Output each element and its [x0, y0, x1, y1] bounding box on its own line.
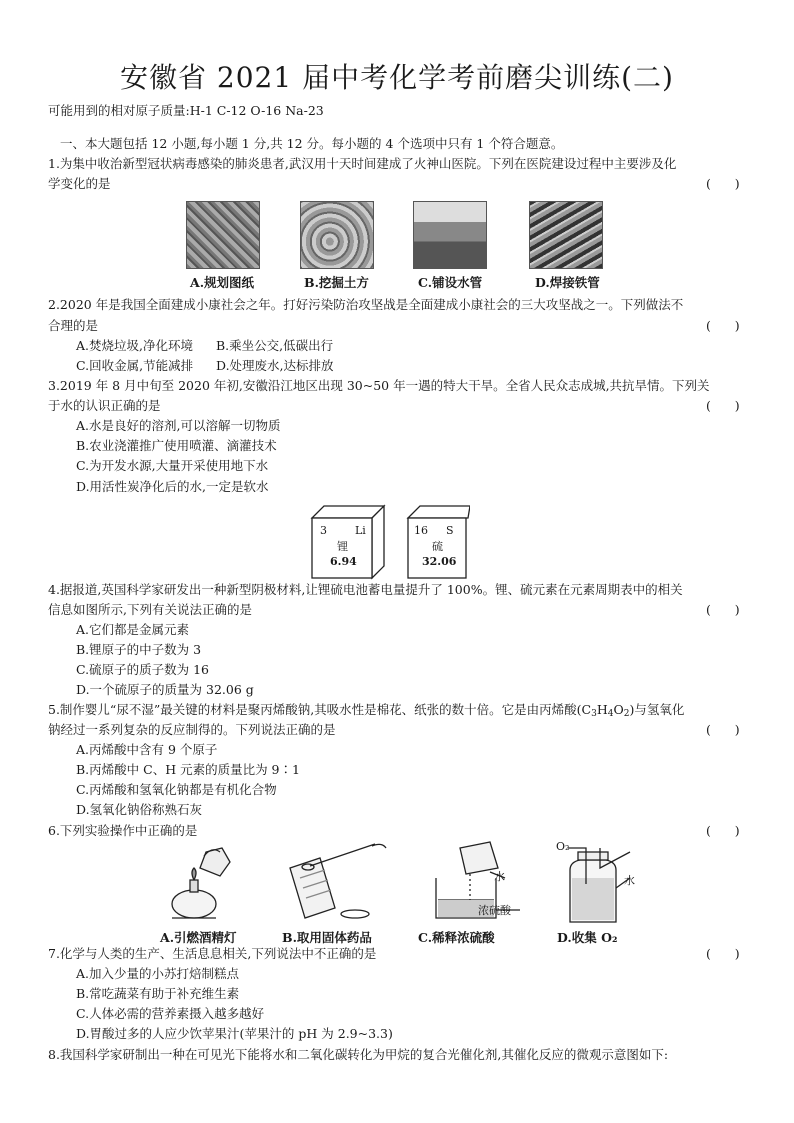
q1-caption-c: C.铺设水管	[418, 275, 483, 290]
q6-answer-paren: ( )	[706, 823, 740, 838]
q1-stem-2: 学变化的是	[48, 176, 111, 191]
q6-label-acid: 浓硫酸	[478, 904, 511, 917]
q4-option-a: A.它们都是金属元素	[76, 622, 190, 637]
q5-stem-1b: )与氢氧化	[629, 702, 685, 717]
q6-stem: 6.下列实验操作中正确的是	[48, 823, 198, 838]
q5-option-d: D.氢氧化钠俗称熟石灰	[76, 802, 203, 817]
q8-stem: 8.我国科学家研制出一种在可见光下能将水和二氧化碳转化为甲烷的复合光催化剂,其催化反应的微观示意图如下:	[48, 1047, 669, 1062]
alcohol-lamp-drawing	[172, 848, 230, 918]
q6-caption-d: D.收集 O₂	[557, 930, 618, 945]
q6-caption-a: A.引燃酒精灯	[160, 930, 237, 945]
q5-option-a: A.丙烯酸中含有 9 个原子	[76, 742, 218, 757]
q1-photo-a	[186, 201, 260, 269]
q7-option-b: B.常吃蔬菜有助于补充维生素	[76, 986, 240, 1001]
q5-formula-o: O	[613, 702, 624, 717]
q6-apparatus-figure	[160, 838, 760, 926]
q6-caption-c: C.稀释浓硫酸	[418, 930, 495, 945]
q1-stem-1: 1.为集中收治新型冠状病毒感染的肺炎患者,武汉用十天时间建成了火神山医院。下列在医院建设过程中主要涉及化	[48, 156, 677, 171]
q3-option-d: D.用活性炭净化后的水,一定是软水	[76, 479, 269, 494]
q1-photo-d	[529, 201, 603, 269]
q2-option-b: B.乘坐公交,低碳出行	[216, 338, 334, 353]
q2-stem-2: 合理的是	[48, 318, 99, 333]
q4-stem-2: 信息如图所示,下列有关说法正确的是	[48, 602, 252, 617]
q4-answer-paren: ( )	[706, 602, 740, 617]
element-cells-figure	[300, 500, 470, 580]
q3-option-a: A.水是良好的溶剂,可以溶解一切物质	[76, 418, 281, 433]
q5-option-c: C.丙烯酸和氢氧化钠都是有机化合物	[76, 782, 277, 797]
q2-option-c: C.回收金属,节能减排	[76, 358, 194, 373]
q7-option-a: A.加入少量的小苏打焙制糕点	[76, 966, 240, 981]
li-atomic-number: 3	[320, 524, 327, 537]
q2-option-d: D.处理废水,达标排放	[216, 358, 334, 373]
s-symbol: S	[446, 524, 454, 537]
q7-answer-paren: ( )	[706, 946, 740, 961]
q5-formula-o-count: 2	[623, 709, 630, 719]
q5-formula-c-count: 3	[591, 709, 597, 719]
q1-photo-c	[413, 201, 487, 269]
q3-answer-paren: ( )	[706, 398, 740, 413]
q2-answer-paren: ( )	[706, 318, 740, 333]
q5-stem-1a: 5.制作婴儿“尿不湿”最关键的材料是聚丙烯酸钠,其吸水性是棉花、纸张的数十倍。它是由丙烯酸(C	[48, 702, 592, 717]
s-atomic-number: 16	[414, 524, 428, 537]
q5-formula-h: H	[596, 702, 608, 717]
q2-stem-1: 2.2020 年是我国全面建成小康社会之年。打好污染防治攻坚战是全面建成小康社会的三大攻坚战之一。下列做法不	[48, 297, 684, 312]
q7-option-d: D.胃酸过多的人应少饮苹果汁(苹果汁的 pH 为 2.9~3.3)	[76, 1026, 393, 1041]
q5-option-b: B.丙烯酸中 C、H 元素的质量比为 9∶1	[76, 762, 300, 777]
atomic-masses: 可能用到的相对原子质量:H-1 C-12 O-16 Na-23	[48, 103, 324, 118]
q4-stem-1: 4.据报道,英国科学家研发出一种新型阴极材料,让锂硫电池蓄电量提升了 100%。锂、硫元素在元素周期表中的相关	[48, 582, 683, 597]
q6-label-water-c: 水	[494, 870, 505, 883]
solid-reagent-drawing	[290, 844, 386, 918]
q6-label-o2: O₂	[556, 840, 570, 853]
q6-label-water-d: 水	[624, 874, 635, 887]
q2-option-a: A.焚烧垃圾,净化环境	[76, 338, 193, 353]
section-intro: 一、本大题包括 12 小题,每小题 1 分,共 12 分。每小题的 4 个选项中只有 1 个符合题意。	[60, 136, 564, 151]
s-mass: 32.06	[422, 555, 457, 568]
s-name: 硫	[432, 540, 443, 553]
q3-stem-1: 3.2019 年 8 月中旬至 2020 年初,安徽沿江地区出现 30~50 年一遇的特大干旱。全省人民众志成城,共抗旱情。下列关	[48, 378, 710, 393]
q1-caption-a: A.规划图纸	[190, 275, 255, 290]
q5-stem-1	[48, 702, 684, 722]
q1-answer-paren: ( )	[706, 176, 740, 191]
q4-option-d: D.一个硫原子的质量为 32.06 g	[76, 682, 254, 697]
q3-option-b: B.农业浇灌推广使用喷灌、滴灌技术	[76, 438, 277, 453]
q4-option-b: B.锂原子的中子数为 3	[76, 642, 202, 657]
gas-collection-drawing	[568, 848, 630, 922]
page-title: 安徽省 2021 届中考化学考前磨尖训练(二)	[120, 61, 674, 94]
q5-stem-2: 钠经过一系列复杂的反应制得的。下列说法正确的是	[48, 722, 336, 737]
q6-caption-b: B.取用固体药品	[282, 930, 372, 945]
q5-formula-h-count: 4	[607, 709, 614, 719]
q5-answer-paren: ( )	[706, 722, 740, 737]
li-symbol: Li	[355, 524, 366, 537]
q7-stem: 7.化学与人类的生产、生活息息相关,下列说法中不正确的是	[48, 946, 377, 961]
q7-option-c: C.人体必需的营养素摄入越多越好	[76, 1006, 265, 1021]
li-mass: 6.94	[330, 555, 357, 568]
q1-caption-d: D.焊接铁管	[535, 275, 600, 290]
q1-photo-b	[300, 201, 374, 269]
q1-caption-b: B.挖掘土方	[304, 275, 369, 290]
li-name: 锂	[337, 540, 348, 553]
q3-stem-2: 于水的认识正确的是	[48, 398, 161, 413]
q3-option-c: C.为开发水源,大量开采使用地下水	[76, 458, 269, 473]
q4-option-c: C.硫原子的质子数为 16	[76, 662, 209, 677]
